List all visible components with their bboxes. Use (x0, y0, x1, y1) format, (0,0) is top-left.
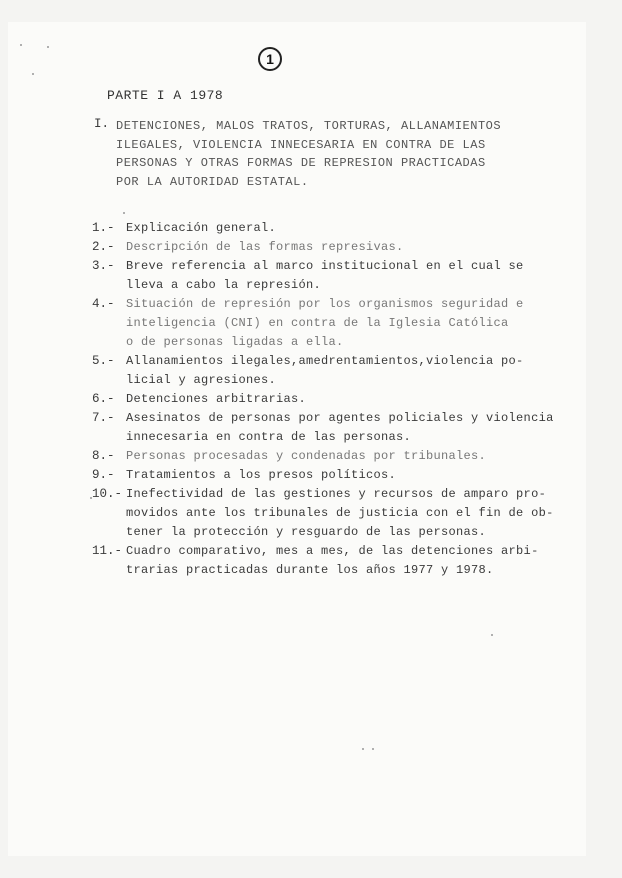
part-heading: PARTE I A 1978 (107, 88, 224, 103)
item-text: inteligencia (CNI) en contra de la Iglesia Católica (126, 316, 509, 330)
list-item (92, 219, 562, 238)
item-number: 10.- (92, 487, 123, 501)
item-number: 9.- (92, 468, 115, 482)
item-text: Asesinatos de personas por agentes policiales y violencia (126, 411, 554, 425)
item-text: Tratamientos a los presos políticos. (126, 468, 397, 482)
item-text: movidos ante los tribunales de justicia con el fin de ob- (126, 506, 554, 520)
item-number: 1.- (92, 221, 115, 235)
section-line: PERSONAS Y OTRAS FORMAS DE REPRESION PRACTICADAS (116, 156, 486, 170)
item-text: Descripción de las formas represivas. (126, 240, 404, 254)
item-text: tener la protección y resguardo de las personas. (126, 525, 487, 539)
paper-speck (47, 46, 49, 48)
item-number: 3.- (92, 259, 115, 273)
paper-speck (32, 73, 34, 75)
list-item (92, 542, 562, 580)
page-number-circle (258, 47, 282, 71)
item-number: 5.- (92, 354, 115, 368)
list-item (92, 409, 562, 447)
item-text: Inefectividad de las gestiones y recursos de amparo pro- (126, 487, 547, 501)
section-title (94, 117, 514, 191)
item-number: 11.- (92, 544, 123, 558)
paper-speck (20, 44, 22, 46)
list-item (92, 352, 562, 390)
item-number: 6.- (92, 392, 115, 406)
paper-speck (362, 748, 364, 750)
list-item (92, 447, 562, 466)
section-line: DETENCIONES, MALOS TRATOS, TORTURAS, ALLANAMIENTOS (116, 119, 502, 133)
item-text: o de personas ligadas a ella. (126, 335, 344, 349)
paper-speck (90, 497, 92, 499)
contents-list (92, 219, 562, 580)
item-text: innecesaria en contra de las personas. (126, 430, 412, 444)
page-number: 1 (266, 51, 274, 67)
section-line: POR LA AUTORIDAD ESTATAL. (116, 174, 309, 189)
item-text: Cuadro comparativo, mes a mes, de las detenciones arbi- (126, 544, 539, 558)
item-number: 8.- (92, 449, 115, 463)
item-text: Situación de represión por los organismos seguridad e (126, 297, 524, 311)
section-line: ILEGALES, VIOLENCIA INNECESARIA EN CONTRA DE LAS (116, 137, 486, 152)
item-text: Personas procesadas y condenadas por tribunales. (126, 449, 487, 463)
item-text: Explicación general. (126, 221, 277, 235)
paper-speck (123, 212, 125, 214)
list-item (92, 257, 562, 295)
paper-speck (491, 634, 493, 636)
item-text: licial y agresiones. (126, 373, 277, 387)
list-item (92, 390, 562, 409)
list-item (92, 295, 562, 352)
item-text: Breve referencia al marco institucional en el cual se (126, 259, 524, 273)
item-text: Allanamientos ilegales,amedrentamientos,violencia po- (126, 354, 524, 368)
section-number: I. (94, 117, 110, 131)
list-item (92, 485, 562, 542)
item-number: 7.- (92, 411, 115, 425)
item-number: 2.- (92, 240, 115, 254)
item-text: lleva a cabo la represión. (126, 278, 322, 292)
paper-speck (372, 748, 374, 750)
item-text: Detenciones arbitrarias. (126, 392, 307, 406)
item-number: 4.- (92, 297, 115, 311)
list-item (92, 238, 562, 257)
item-text: trarias practicadas durante los años 1977 y 1978. (126, 563, 494, 577)
list-item (92, 466, 562, 485)
